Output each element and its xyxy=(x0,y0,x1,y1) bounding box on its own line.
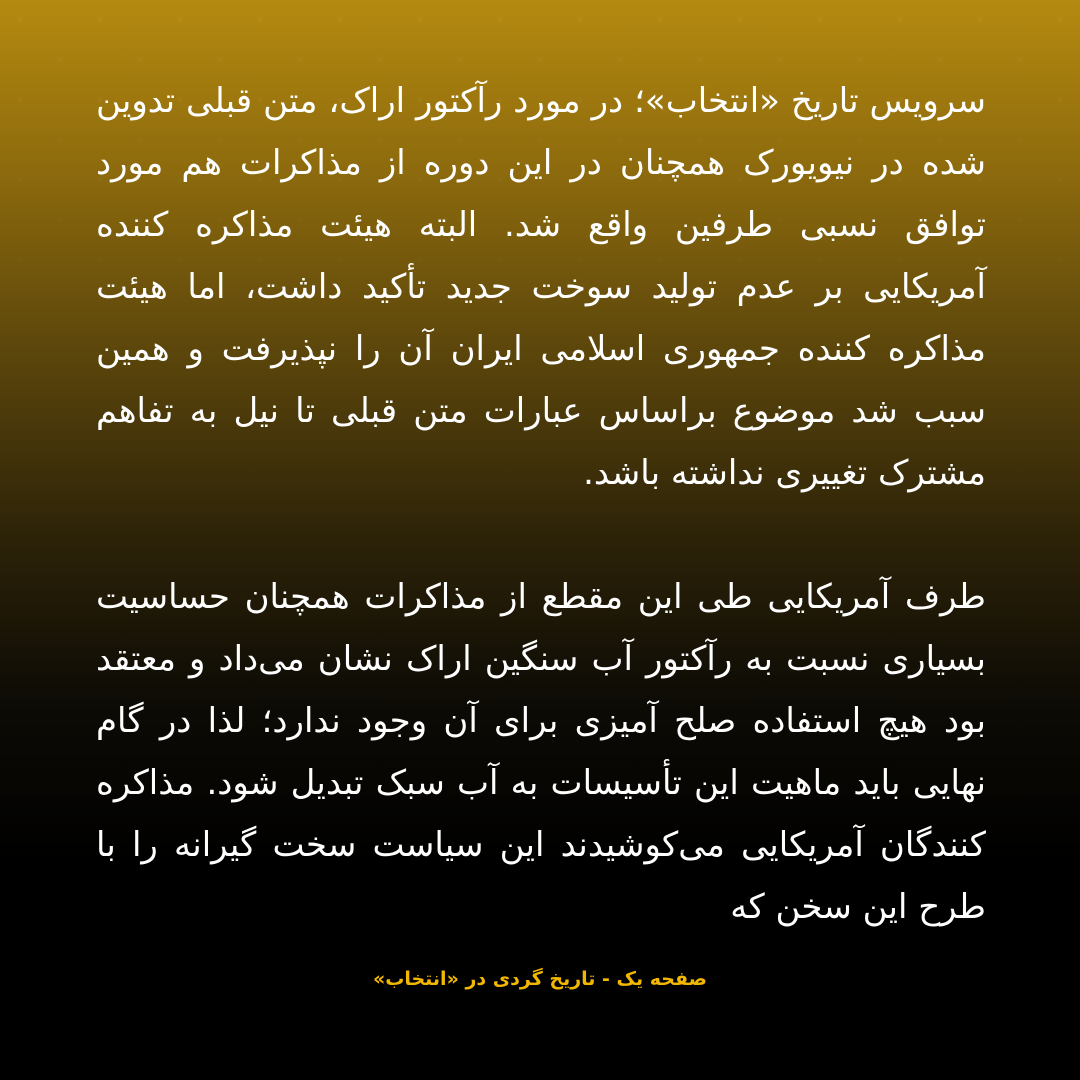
page-footer-caption: صفحه یک - تاریخ گردی در «انتخاب» xyxy=(372,968,708,990)
article-body xyxy=(96,70,986,938)
paragraph-1: سرویس تاریخ «انتخاب»؛ در مورد رآکتور اراک، متن قبلی تدوین شده در نیویورک همچنان در این دوره از مذاکرات هم مورد توافق نسبی طرفین واقع شد. البته هیئت مذاکره کننده آمریکایی بر عدم تولید سوخت جدید تأکید داشت، اما هیئت مذاکره کننده جمهوری اسلامی ایران آن را نپذیرفت و همین سبب شد موضوع براساس عبارات متن قبلی تا نیل به تفاهم مشترک تغییری نداشته باشد. xyxy=(96,81,986,493)
paragraph-2: طرف آمریکایی طی این مقطع از مذاکرات همچنان حساسیت بسیاری نسبت به رآکتور آب سنگین اراک نشان می‌داد و معتقد بود هیچ استفاده صلح آمیزی برای آن وجود ندارد؛ لذا در گام نهایی باید ماهیت این تأسیسات به آب سبک تبدیل شود. مذاکره کنندگان آمریکایی می‌کوشیدند این سیاست سخت گیرانه را با طرح این سخن که xyxy=(96,577,986,927)
